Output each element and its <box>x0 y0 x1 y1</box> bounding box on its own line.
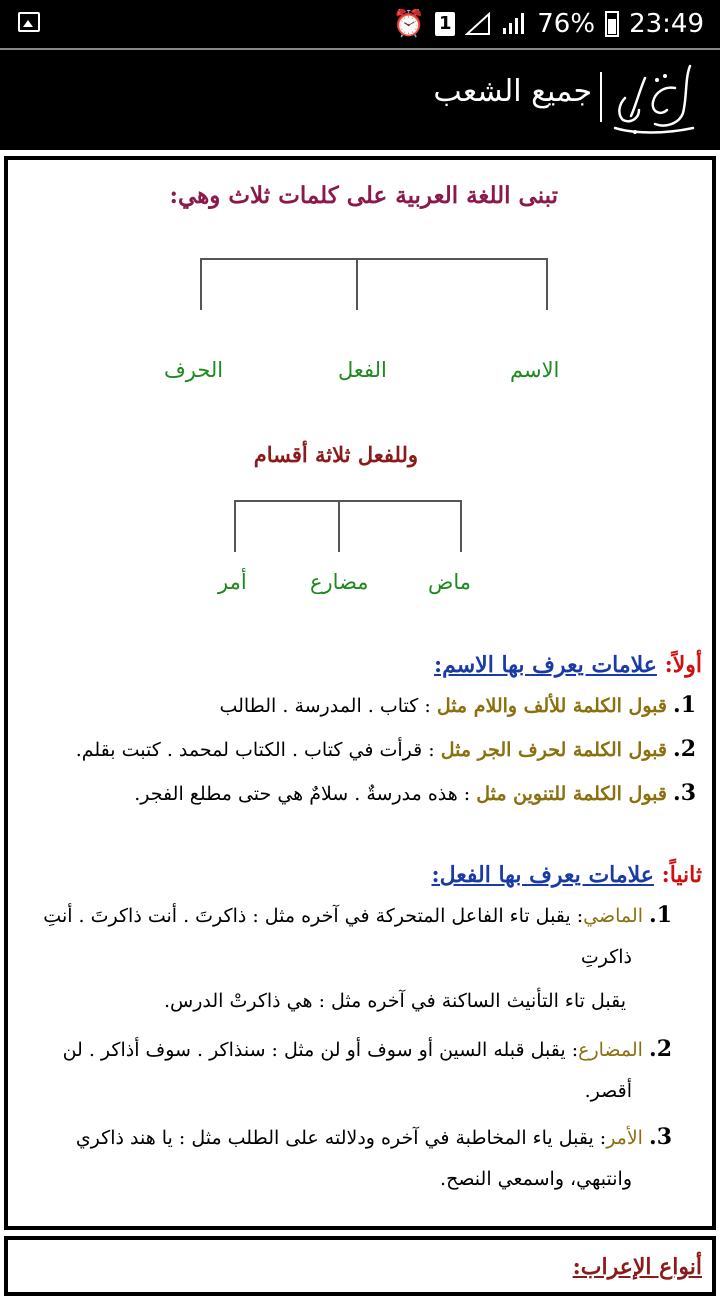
section2-item-1-line2: ذاكرتِ <box>580 946 632 968</box>
section1-title <box>434 652 702 678</box>
section2-item-3: 3. الأمر: يقبل ياء المخاطبة في آخره ودلالته على الطلب مثل : يا هند ذاكري <box>75 1124 672 1150</box>
alarm-icon: ⏰ <box>392 9 426 39</box>
verb-type-past: ماض <box>428 570 472 594</box>
word-type-verb: الفعل <box>338 358 387 382</box>
card-heading: تبنى اللغة العربية على كلمات ثلاث وهي: <box>169 182 558 209</box>
next-card <box>4 1236 716 1296</box>
tree1-top-line <box>200 258 548 260</box>
header-divider <box>0 48 720 50</box>
tree1-left-line <box>200 258 202 310</box>
section2-item-2-line2: أقصر. <box>584 1080 632 1102</box>
section2-title <box>431 862 702 888</box>
verb-type-present: مضارع <box>310 570 369 594</box>
status-bar <box>0 0 720 48</box>
section1-item-1: 1. قبول الكلمة للألف واللام مثل : كتاب . المدرسة . الطالب <box>219 692 696 718</box>
arabic-calligraphy-logo <box>605 58 700 140</box>
gallery-notification-icon <box>18 12 40 32</box>
section2-item-1: 1. الماضي: يقبل تاء الفاعل المتحركة في آخره مثل : ذاكرتَ . أنت ذاكرتَ . أنتِ <box>43 902 672 928</box>
sim-icon: 1 <box>435 12 455 36</box>
tree1-right-line <box>546 258 548 310</box>
section2-prefix: ثانياً: <box>661 862 702 888</box>
signal-bars-icon <box>501 12 527 36</box>
content-card <box>4 156 716 1230</box>
signal-icon <box>465 12 491 36</box>
clock: 23:49 <box>629 9 704 39</box>
section2-heading: علامات يعرف بها الفعل: <box>431 862 654 888</box>
word-type-particle: الحرف <box>164 358 224 382</box>
app-title: جميع الشعب <box>433 74 592 109</box>
section2-item-2: 2. المضارع: يقبل قبله السين أو سوف أو لن مثل : سنذاكر . سوف أذاكر . لن <box>62 1036 672 1062</box>
section1-heading: علامات يعرف بها الاسم: <box>433 652 657 678</box>
section1-item-3: 3. قبول الكلمة للتنوين مثل : هذه مدرسةٌ . سلامٌ هي حتى مطلع الفجر. <box>134 780 696 806</box>
word-type-noun: الاسم <box>510 358 560 382</box>
tree2-right-line <box>460 500 462 552</box>
next-card-title: أنواع الإعراب: <box>572 1254 702 1280</box>
tree2-top-line <box>234 500 462 502</box>
tree2-mid-line <box>338 500 340 552</box>
header-separator <box>600 72 602 122</box>
battery-percent: 76% <box>537 9 596 39</box>
status-icons <box>393 8 704 40</box>
battery-icon <box>605 11 619 37</box>
tree1-mid-line <box>356 258 358 310</box>
section2-item-3-line2: وانتبهي، واسمعي النصح. <box>440 1168 632 1190</box>
verb-type-imperative: أمر <box>218 570 247 594</box>
section1-prefix: أولاً: <box>664 652 702 678</box>
section2-item-1-line3: يقبل تاء التأنيث الساكنة في آخره مثل : هي ذاكرتْ الدرس. <box>163 990 626 1012</box>
verb-heading: وللفعل ثلاثة أقسام <box>253 442 418 467</box>
section1-item-2: 2. قبول الكلمة لحرف الجر مثل : قرأت في كتاب . الكتاب لمحمد . كتبت بقلم. <box>75 736 696 762</box>
tree2-left-line <box>234 500 236 552</box>
